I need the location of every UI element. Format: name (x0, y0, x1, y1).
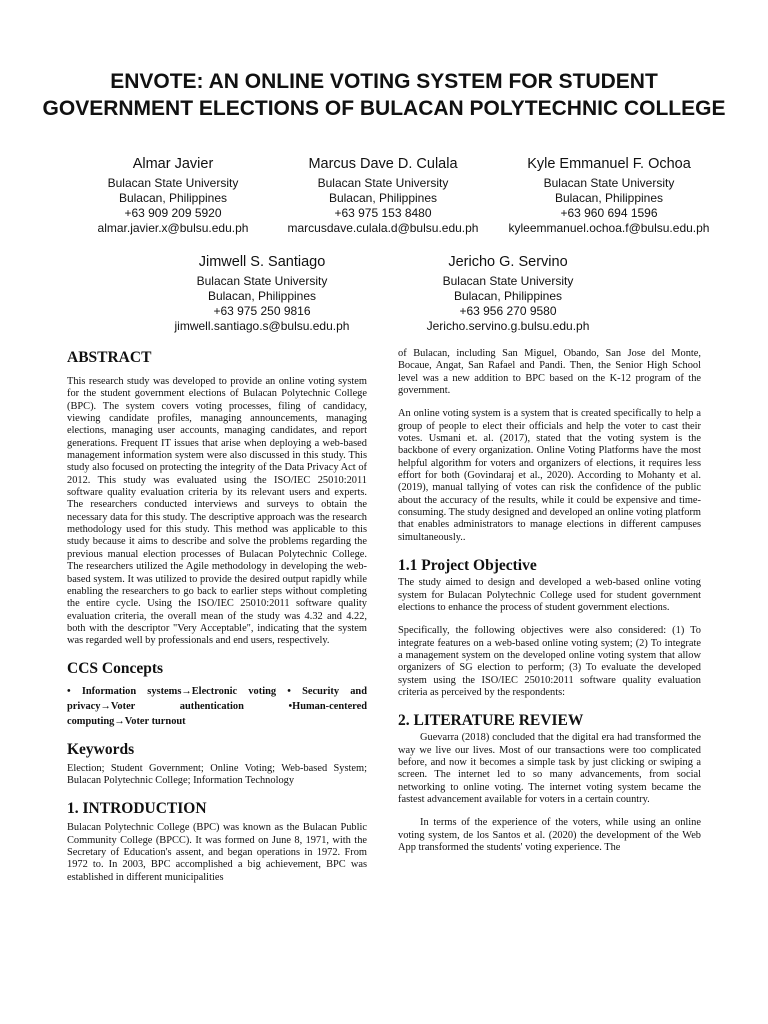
abstract-text: This research study was developed to provide an online voting system for the student government elections of Bulacan Polytechnic College (BPC). The system covers voting processes, filing of candidacy, viewing candidate profiles, managing announcements, managing elections, managing user accounts, managing candidates, and report generations. Frequent IT issues that arise when deploying a web-based management information system were also discussed in this study. This study also focused on protecting the integrity of the Data Privacy Act of 2012. This study was evaluated using the ISO/IEC 25010:2011 software quality evaluation criteria by its relevant users and experts. The researchers conducted interviews and surveys to obtain the necessary data for this study. The descriptive approach was the research methodology used for this study. This method was applicable to this study because it aims to describe and solve the problems regarding the previous manual election processes of Bulacan Polytechnic College. The researchers utilized the Agile methodology in developing the web-based system. It was utilized to provide the desired output rapidly while enabling the researchers to go back to earlier steps without completing the entire cycle. Using the ISO/IEC 25010:2011 software quality evaluation criteria, the overall mean of the study was 4.32 and 4.22, both with the descriptor "Very Acceptable", indicating that the system was regarded well by professionals and end users, respectively. (67, 376, 367, 647)
author-email: marcusdave.culala.d@bulsu.edu.ph (287, 221, 479, 235)
author-affiliation: Bulacan State University (442, 274, 574, 288)
author-location: Bulacan, Philippines (207, 289, 317, 303)
project-objective-heading: 1.1 Project Objective (398, 557, 537, 575)
left-column (67, 348, 367, 884)
author-name: Almar Javier (132, 156, 214, 172)
author-email: Jericho.servino.g.bulsu.edu.ph (426, 319, 590, 333)
author-email: jimwell.santiago.s@bulsu.edu.ph (174, 319, 350, 333)
keywords-text: Election; Student Government; Online Voting; Web-based System; Bulacan Polytechnic College; Information Technology (67, 762, 367, 786)
keywords-heading: Keywords (67, 740, 135, 758)
author-block (393, 253, 623, 334)
author-block (58, 155, 288, 236)
author-phone: +63 956 270 9580 (459, 304, 557, 318)
objective-paragraph: Specifically, the following objectives were also considered: (1) To integrate features on a web-based online voting system; (2) To integrate a management system on the developed online voting system that allow organizers of SG election to perform; (3) To evaluate the developed system using the ISO/IEC 25010:2011 software quality evaluation criteria as perceived by the respondents: (398, 625, 701, 698)
objective-paragraph: The study aimed to design and developed a web-based online voting system for Bulacan Polytechnic College used for student government elections to enhance the process of student government elections. (398, 577, 701, 613)
introduction-paragraph-continued: of Bulacan, including San Miguel, Obando, San Jose del Monte, Bocaue, Angat, San Rafael and Pandi. Then, the Senior High School level was a new addition to BPC based on the K-12 program of the government. (398, 348, 701, 397)
paper-title: ENVOTE: AN ONLINE VOTING SYSTEM FOR STUDENT GOVERNMENT ELECTIONS OF BULACAN POLYTECHNIC COLLEGE (42, 70, 726, 120)
author-location: Bulacan, Philippines (453, 289, 563, 303)
literature-paragraph: Guevarra (2018) concluded that the digital era had transformed the way we live our lives. Most of our transactions were too complicated before, and now it becomes a simple task by just clicking or swiping a screen. The internet led to so many advancements, from social networking to online voting. The internet voting system became the fastest advancement available for voters in a certain country. (398, 732, 701, 805)
author-name: Kyle Emmanuel F. Ochoa (527, 156, 691, 172)
author-affiliation: Bulacan State University (107, 176, 239, 190)
abstract-heading: ABSTRACT (67, 349, 152, 366)
author-location: Bulacan, Philippines (118, 191, 228, 205)
introduction-paragraph: Bulacan Polytechnic College (BPC) was known as the Bulacan Public Community College (BPCC). It was formed on June 8, 1971, with the Secretary of Education's assent, and began operations in 1972. From 1972 to. In 2003, BPC accomplished a big achievement, BPC was established in different municipalities (67, 822, 367, 883)
introduction-paragraph: An online voting system is a system that is created specifically to help a group of people to elect their officials and help the voter to cast their votes. Usmani et. al. (2017), stated that the voting system is the backbone of every organization. Online Voting Platforms have the most helpful algorithm for voters and organizers of elections, it requires less effort for both (Govindaraj et al., 2020). According to Mohanty et al. (2019), manual tallying of votes can risk the confidence of the public about the accuracy of the results, while it could be expensive and time-consuming. The study designed and developed an online voting platform that enables administrators to manage elections in different campuses simultaneously.. (398, 408, 701, 543)
author-email: almar.javier.x@bulsu.edu.ph (97, 221, 249, 235)
ccs-heading: CCS Concepts (67, 659, 164, 677)
author-name: Jimwell S. Santiago (198, 254, 326, 270)
literature-review-heading: 2. LITERATURE REVIEW (398, 712, 584, 730)
author-affiliation: Bulacan State University (196, 274, 328, 288)
ccs-text: • Information systems→Electronic voting • Security and privacy→Voter authentication •Human-centered computing→Voter turnout (67, 685, 367, 727)
author-location: Bulacan, Philippines (554, 191, 664, 205)
literature-paragraph: In terms of the experience of the voters, while using an online voting system, de los Santos et al. (2020) the development of the Web App transformed the students' voting experience. The (398, 817, 701, 853)
author-block (147, 253, 377, 334)
author-phone: +63 975 153 8480 (334, 206, 432, 220)
author-block (268, 155, 498, 236)
author-name: Marcus Dave D. Culala (308, 156, 458, 172)
author-phone: +63 909 209 5920 (124, 206, 222, 220)
author-affiliation: Bulacan State University (543, 176, 675, 190)
author-email: kyleemmanuel.ochoa.f@bulsu.edu.ph (508, 221, 710, 235)
author-affiliation: Bulacan State University (317, 176, 449, 190)
author-phone: +63 975 250 9816 (213, 304, 311, 318)
author-block (494, 155, 724, 236)
right-column (398, 348, 701, 854)
author-phone: +63 960 694 1596 (560, 206, 658, 220)
author-name: Jericho G. Servino (448, 254, 568, 270)
introduction-heading: 1. INTRODUCTION (67, 800, 207, 818)
author-location: Bulacan, Philippines (328, 191, 438, 205)
